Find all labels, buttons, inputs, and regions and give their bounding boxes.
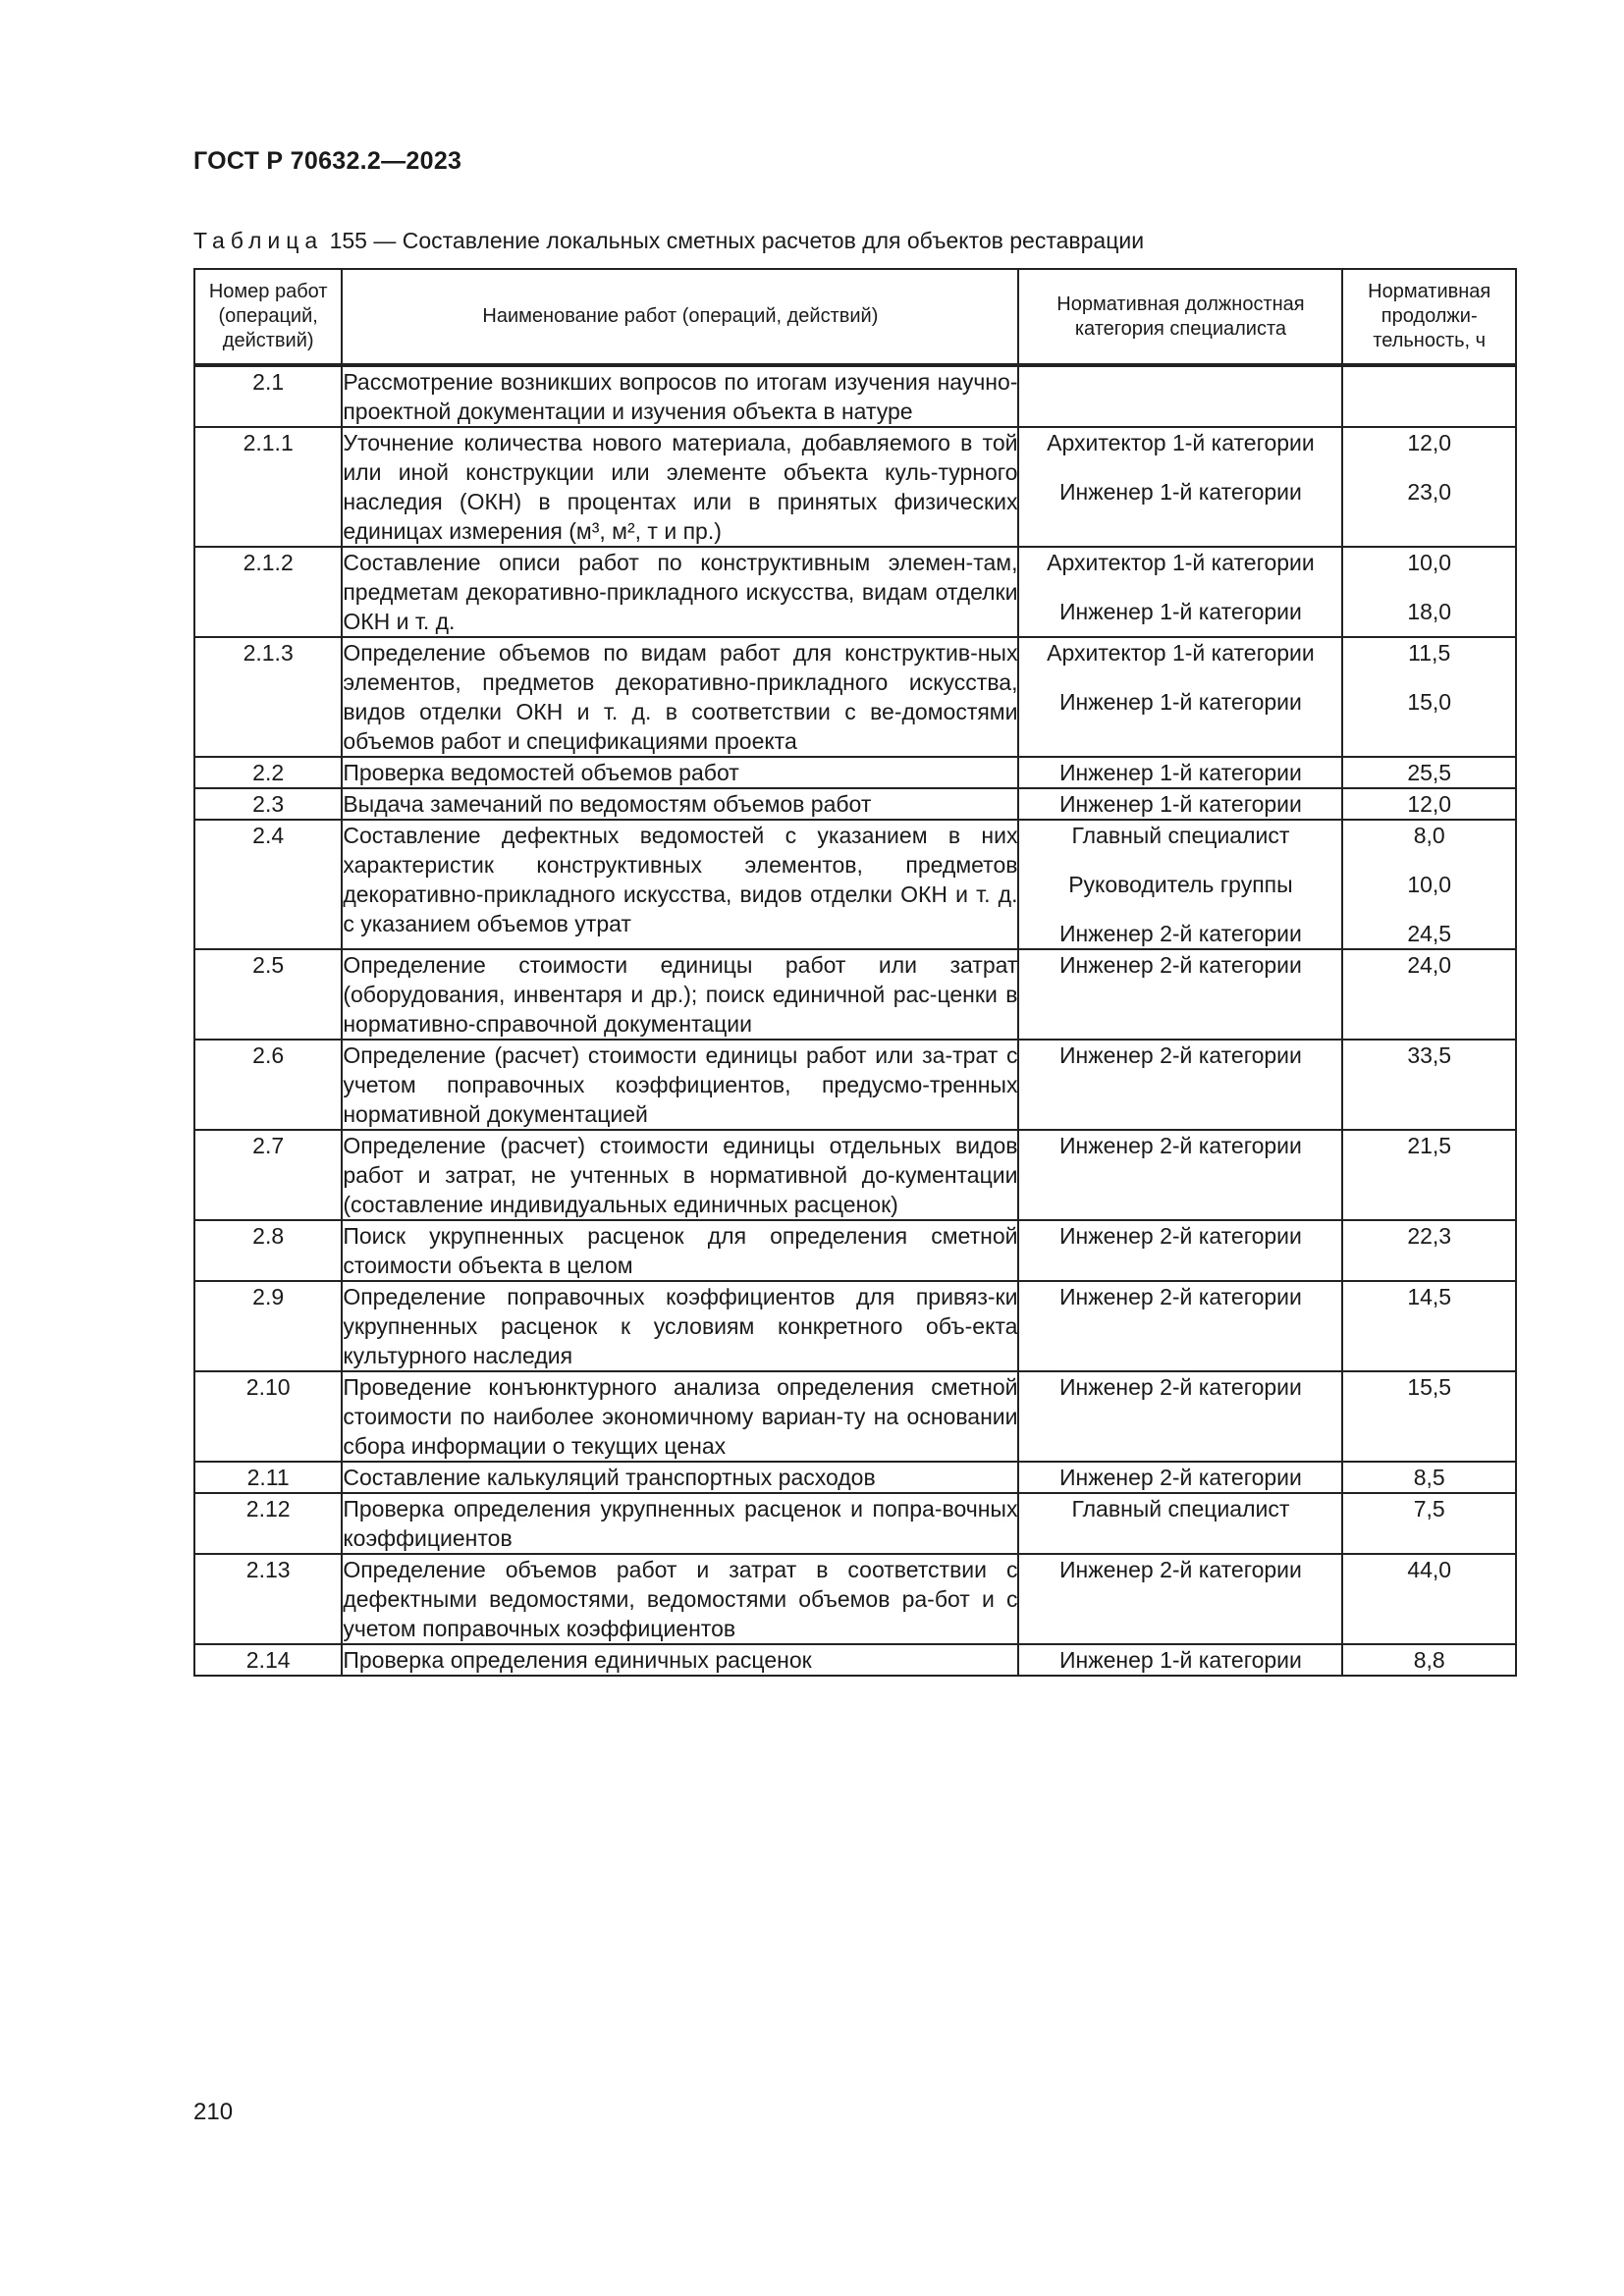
column-header-category: Нормативная должностная категория специалиста — [1018, 269, 1342, 365]
work-name: Выдача замечаний по ведомостям объемов работ — [342, 788, 1018, 820]
specialist-category-item: Инженер 1-й категории — [1059, 791, 1302, 817]
table-row — [194, 1644, 1516, 1676]
specialist-category-item: Инженер 1-й категории — [1059, 689, 1302, 715]
specialist-category-item: Инженер 2-й категории — [1059, 1042, 1302, 1068]
specialist-category-item: Инженер 2-й категории — [1059, 1133, 1302, 1158]
specialist-category-item: Инженер 2-й категории — [1059, 921, 1302, 946]
duration-value: 23,0 — [1407, 479, 1452, 505]
work-name: Проведение конъюнктурного анализа определения сметной стоимости по наиболее экономичному вариан-ту на основании сбора информации о текущих ценах — [342, 1371, 1018, 1462]
works-table — [193, 268, 1517, 1677]
work-number: 2.12 — [194, 1493, 342, 1554]
work-number: 2.1.1 — [194, 427, 342, 547]
duration-hours — [1342, 1130, 1516, 1220]
table-header-row — [194, 269, 1516, 365]
specialist-category-item: Инженер 1-й категории — [1059, 1647, 1302, 1673]
column-header-duration: Нормативная продолжи-тельность, ч — [1342, 269, 1516, 365]
duration-value: 10,0 — [1407, 550, 1452, 575]
work-name: Поиск укрупненных расценок для определения сметной стоимости объекта в целом — [342, 1220, 1018, 1281]
table-row — [194, 757, 1516, 788]
specialist-category-item: Руководитель группы — [1068, 872, 1293, 897]
table-row — [194, 788, 1516, 820]
table-row — [194, 820, 1516, 949]
work-name: Определение поправочных коэффициентов для привяз-ки укрупненных расценок к условиям конкретного объ-екта культурного наследия — [342, 1281, 1018, 1371]
duration-hours — [1342, 547, 1516, 637]
specialist-category — [1018, 1281, 1342, 1371]
duration-value: 10,0 — [1407, 872, 1452, 897]
duration-value: 25,5 — [1407, 760, 1452, 785]
duration-value: 11,5 — [1408, 640, 1451, 666]
work-name: Определение стоимости единицы работ или затрат (оборудования, инвентаря и др.); поиск единичной рас-ценки в нормативно-справочной документации — [342, 949, 1018, 1040]
work-number: 2.14 — [194, 1644, 342, 1676]
work-number: 2.13 — [194, 1554, 342, 1644]
duration-value: 12,0 — [1407, 791, 1452, 817]
duration-value: 8,5 — [1413, 1465, 1445, 1490]
work-name: Составление калькуляций транспортных расходов — [342, 1462, 1018, 1493]
duration-hours — [1342, 637, 1516, 757]
duration-hours — [1342, 788, 1516, 820]
specialist-category — [1018, 820, 1342, 949]
specialist-category — [1018, 757, 1342, 788]
duration-hours — [1342, 427, 1516, 547]
duration-hours — [1342, 1040, 1516, 1130]
specialist-category-item: Инженер 1-й категории — [1059, 599, 1302, 624]
table-body — [194, 365, 1516, 1676]
table-caption-prefix: Таблица — [193, 228, 324, 253]
work-name: Проверка определения укрупненных расценок и попра-вочных коэффициентов — [342, 1493, 1018, 1554]
work-number: 2.2 — [194, 757, 342, 788]
duration-value: 12,0 — [1407, 430, 1452, 455]
work-name: Определение (расчет) стоимости единицы отдельных видов работ и затрат, не учтенных в нормативной до-кументации (составление индивидуальных единичных расценок) — [342, 1130, 1018, 1220]
duration-hours — [1342, 949, 1516, 1040]
duration-value: 8,8 — [1413, 1647, 1445, 1673]
specialist-category-item: Главный специалист — [1071, 823, 1290, 848]
duration-value: 24,0 — [1407, 952, 1452, 978]
specialist-category — [1018, 1554, 1342, 1644]
specialist-category-item: Инженер 2-й категории — [1059, 1557, 1302, 1582]
table-row — [194, 1462, 1516, 1493]
work-number: 2.3 — [194, 788, 342, 820]
table-row — [194, 1554, 1516, 1644]
duration-hours — [1342, 365, 1516, 427]
work-name: Определение объемов по видам работ для конструктив-ных элементов, предметов декоративно-прикладного искусства, видов отделки ОКН и т. д. в соответствии с ве-домостями объемов работ и спецификациями проекта — [342, 637, 1018, 757]
specialist-category — [1018, 547, 1342, 637]
work-number: 2.10 — [194, 1371, 342, 1462]
duration-value: 7,5 — [1413, 1496, 1445, 1522]
duration-hours — [1342, 1493, 1516, 1554]
table-row — [194, 1130, 1516, 1220]
specialist-category-item: Архитектор 1-й категории — [1047, 430, 1315, 455]
work-name: Определение (расчет) стоимости единицы работ или за-трат с учетом поправочных коэффициентов, предусмо-тренных нормативной документацией — [342, 1040, 1018, 1130]
specialist-category — [1018, 949, 1342, 1040]
specialist-category-item: Инженер 2-й категории — [1059, 1374, 1302, 1400]
specialist-category — [1018, 427, 1342, 547]
duration-value: 22,3 — [1407, 1223, 1452, 1249]
work-name: Проверка определения единичных расценок — [342, 1644, 1018, 1676]
duration-hours — [1342, 757, 1516, 788]
work-number: 2.11 — [194, 1462, 342, 1493]
table-row — [194, 1220, 1516, 1281]
duration-hours — [1342, 820, 1516, 949]
table-row — [194, 637, 1516, 757]
work-number: 2.1 — [194, 365, 342, 427]
specialist-category — [1018, 1040, 1342, 1130]
table-row — [194, 1493, 1516, 1554]
specialist-category-item: Архитектор 1-й категории — [1047, 550, 1315, 575]
work-name: Составление описи работ по конструктивным элемен-там, предметам декоративно-прикладного искусства, видам отделки ОКН и т. д. — [342, 547, 1018, 637]
duration-hours — [1342, 1462, 1516, 1493]
table-row — [194, 365, 1516, 427]
duration-value: 14,5 — [1407, 1284, 1452, 1309]
specialist-category-item: Архитектор 1-й категории — [1047, 640, 1315, 666]
duration-hours — [1342, 1220, 1516, 1281]
table-row — [194, 547, 1516, 637]
duration-value: 8,0 — [1413, 823, 1445, 848]
work-number: 2.1.2 — [194, 547, 342, 637]
table-caption-text: 155 — Составление локальных сметных расчетов для объектов реставрации — [329, 228, 1145, 253]
specialist-category — [1018, 1493, 1342, 1554]
page-number: 210 — [193, 2099, 234, 2125]
document-code: ГОСТ Р 70632.2—2023 — [193, 147, 462, 175]
column-header-number: Номер работ (операций, действий) — [194, 269, 342, 365]
table-row — [194, 427, 1516, 547]
work-number: 2.9 — [194, 1281, 342, 1371]
work-name: Уточнение количества нового материала, добавляемого в той или иной конструкции или элементе объекта куль-турного наследия (ОКН) в процентах или в принятых физических единицах измерения (м³, м², т и пр.) — [342, 427, 1018, 547]
duration-hours — [1342, 1371, 1516, 1462]
specialist-category — [1018, 1462, 1342, 1493]
duration-value: 33,5 — [1407, 1042, 1452, 1068]
work-number: 2.1.3 — [194, 637, 342, 757]
specialist-category — [1018, 1644, 1342, 1676]
table-row — [194, 1040, 1516, 1130]
table-caption — [193, 228, 1144, 254]
duration-hours — [1342, 1644, 1516, 1676]
specialist-category-item: Инженер 1-й категории — [1059, 760, 1302, 785]
specialist-category — [1018, 1130, 1342, 1220]
duration-value: 44,0 — [1407, 1557, 1452, 1582]
table-row — [194, 1281, 1516, 1371]
duration-value: 24,5 — [1407, 921, 1452, 946]
work-number: 2.5 — [194, 949, 342, 1040]
duration-value: 21,5 — [1407, 1133, 1452, 1158]
duration-value: 15,5 — [1407, 1374, 1452, 1400]
specialist-category-item: Инженер 2-й категории — [1059, 1223, 1302, 1249]
specialist-category — [1018, 1371, 1342, 1462]
work-name: Рассмотрение возникших вопросов по итогам изучения научно-проектной документации и изучения объекта в натуре — [342, 365, 1018, 427]
specialist-category-item: Инженер 2-й категории — [1059, 1284, 1302, 1309]
work-number: 2.4 — [194, 820, 342, 949]
work-name: Составление дефектных ведомостей с указанием в них характеристик конструктивных элементов, предметов декоративно-прикладного искусства, видов отделки ОКН и т. д. с указанием объемов утрат — [342, 820, 1018, 949]
specialist-category-item: Инженер 2-й категории — [1059, 952, 1302, 978]
work-name: Проверка ведомостей объемов работ — [342, 757, 1018, 788]
specialist-category — [1018, 365, 1342, 427]
work-number: 2.6 — [194, 1040, 342, 1130]
column-header-name: Наименование работ (операций, действий) — [342, 269, 1018, 365]
table-row — [194, 949, 1516, 1040]
table-row — [194, 1371, 1516, 1462]
specialist-category — [1018, 1220, 1342, 1281]
specialist-category-item: Инженер 1-й категории — [1059, 479, 1302, 505]
work-name: Определение объемов работ и затрат в соответствии с дефектными ведомостями, ведомостями объемов ра-бот и с учетом поправочных коэффициентов — [342, 1554, 1018, 1644]
duration-value: 18,0 — [1407, 599, 1452, 624]
work-number: 2.7 — [194, 1130, 342, 1220]
duration-hours — [1342, 1281, 1516, 1371]
specialist-category — [1018, 788, 1342, 820]
specialist-category-item: Инженер 2-й категории — [1059, 1465, 1302, 1490]
specialist-category-item: Главный специалист — [1071, 1496, 1290, 1522]
duration-hours — [1342, 1554, 1516, 1644]
specialist-category — [1018, 637, 1342, 757]
duration-value: 15,0 — [1407, 689, 1452, 715]
work-number: 2.8 — [194, 1220, 342, 1281]
